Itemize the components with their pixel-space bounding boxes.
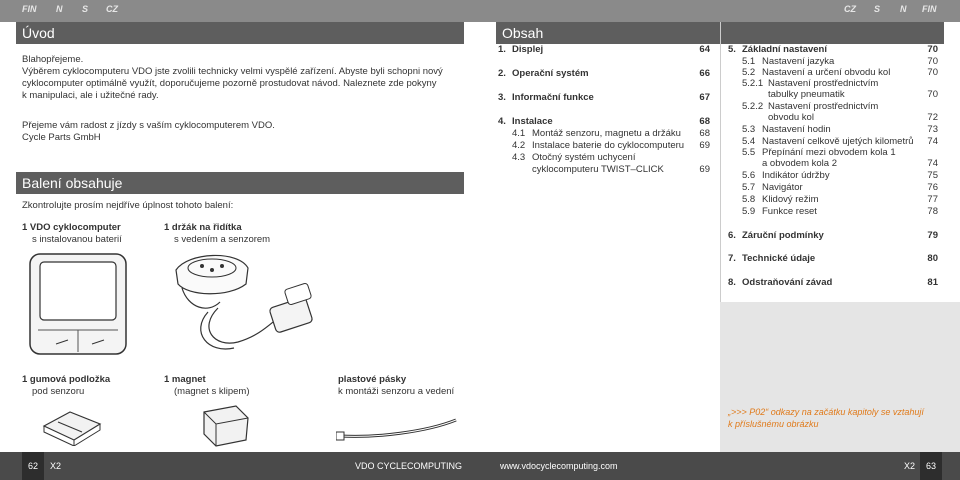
- package-item: [338, 374, 454, 398]
- toc-label: cyklocomputeru TWIST–CLICK: [532, 164, 664, 175]
- item-title: 1 VDO cyklocomputer: [22, 222, 121, 233]
- toc-entry[interactable]: [728, 253, 938, 264]
- intro-heading: Úvod: [16, 22, 464, 44]
- toc-number: 5.3: [742, 124, 756, 135]
- toc-number: 5.8: [742, 194, 756, 205]
- intro-paragraph: [22, 54, 462, 102]
- toc-number: 4.1: [512, 128, 526, 139]
- page-number: 63: [920, 452, 942, 480]
- toc-entry[interactable]: [742, 136, 938, 147]
- toc-number: 2.: [498, 68, 506, 79]
- toc-page: 72: [927, 112, 938, 123]
- lang-tab[interactable]: N: [900, 4, 907, 14]
- toc-page: 77: [927, 194, 938, 205]
- cable-tie-illustration: [336, 416, 460, 442]
- toc-label: Nastavení prostřednictvím: [768, 78, 879, 89]
- toc-page: 81: [927, 277, 938, 288]
- figure-reference-hint: „>>> P02“ odkazy na začátku kapitoly se vztahují k příslušnému obrázku: [728, 407, 924, 429]
- cyclocomputer-illustration: [28, 252, 128, 356]
- intro-line: cyklocomputer optimálně využít, doporučujeme pozorně prostudovat návod. Naleznete zde pokyny: [22, 78, 437, 89]
- company-name: Cycle Parts GmbH: [22, 132, 101, 143]
- toc-entry[interactable]: [742, 182, 938, 193]
- toc-label: Otočný systém uchycení: [532, 152, 636, 163]
- toc-entry[interactable]: [498, 68, 710, 79]
- toc-page: 70: [927, 56, 938, 67]
- intro-line: k manipulaci, ale i užitečné rady.: [22, 90, 159, 101]
- toc-label: Indikátor údržby: [762, 170, 830, 181]
- item-title: plastové pásky: [338, 374, 407, 385]
- toc-entry[interactable]: [512, 164, 710, 175]
- toc-number: 5.5: [742, 147, 756, 158]
- toc-label: Základní nastavení: [742, 44, 828, 55]
- lang-tab[interactable]: CZ: [844, 4, 856, 14]
- lang-tab[interactable]: FIN: [922, 4, 937, 14]
- toc-entry[interactable]: [742, 112, 938, 123]
- item-subtitle: s vedením a senzorem: [174, 234, 271, 245]
- magnet-illustration: [196, 400, 256, 450]
- toc-label: Navigátor: [762, 182, 803, 193]
- package-item: [22, 374, 110, 398]
- toc-number: 4.3: [512, 152, 526, 163]
- lang-tab[interactable]: N: [56, 4, 63, 14]
- lang-tab[interactable]: FIN: [22, 4, 37, 14]
- toc-page: 73: [927, 124, 938, 135]
- toc-page: 80: [927, 253, 938, 264]
- toc-label: Nastavení a určení obvodu kol: [762, 67, 891, 78]
- lang-tab[interactable]: S: [82, 4, 89, 14]
- footer-right: [480, 452, 960, 480]
- toc-entry[interactable]: [742, 194, 938, 205]
- toc-entry[interactable]: [742, 67, 938, 78]
- item-subtitle: k montáži senzoru a vedení: [338, 386, 455, 397]
- toc-entry[interactable]: [742, 158, 938, 169]
- toc-page: 79: [927, 230, 938, 241]
- toc-entry[interactable]: [498, 44, 710, 55]
- toc-number: 6.: [728, 230, 736, 241]
- model-label: X2: [50, 461, 62, 471]
- toc-label: Přepínání mezi obvodem kola 1: [762, 147, 896, 158]
- toc-label: Nastavení prostřednictvím: [768, 101, 879, 112]
- toc-label: Montáž senzoru, magnetu a držáku: [532, 128, 681, 139]
- toc-entry[interactable]: [728, 277, 938, 288]
- language-strip-right: [480, 0, 960, 22]
- toc-label: Klidový režim: [762, 194, 819, 205]
- toc-label: tabulky pneumatik: [768, 89, 845, 100]
- toc-page: 75: [927, 170, 938, 181]
- toc-label: Informační funkce: [512, 92, 594, 103]
- item-title: 1 držák na řidítka: [164, 222, 242, 233]
- toc-number: 5.: [728, 44, 736, 55]
- toc-entry[interactable]: [742, 170, 938, 181]
- toc-label: Instalace baterie do cyklocomputeru: [532, 140, 685, 151]
- toc-entry[interactable]: [498, 116, 710, 127]
- toc-page: 70: [927, 67, 938, 78]
- toc-entry[interactable]: [742, 124, 938, 135]
- toc-label: Displej: [512, 44, 544, 55]
- footer-left: [0, 452, 480, 480]
- item-title: 1 magnet: [164, 374, 206, 385]
- column-divider: [720, 22, 721, 302]
- page-number: 62: [22, 452, 44, 480]
- toc-number: 5.1: [742, 56, 756, 67]
- rubber-pad-illustration: [40, 404, 104, 446]
- toc-label: Operační systém: [512, 68, 589, 79]
- toc-page: 69: [699, 164, 710, 175]
- toc-number: 1.: [498, 44, 506, 55]
- toc-entry[interactable]: [498, 92, 710, 103]
- toc-label: Odstraňování závad: [742, 277, 833, 288]
- toc-label: Technické údaje: [742, 253, 816, 264]
- toc-label: Záruční podmínky: [742, 230, 824, 241]
- toc-page: 64: [699, 44, 710, 55]
- toc-number: 4.2: [512, 140, 526, 151]
- wish-paragraph: [22, 120, 462, 144]
- toc-entry[interactable]: [742, 147, 938, 158]
- lang-tab[interactable]: S: [874, 4, 881, 14]
- toc-page: 66: [699, 68, 710, 79]
- item-title: 1 gumová podložka: [22, 374, 111, 385]
- toc-page: 74: [927, 158, 938, 169]
- lang-tab[interactable]: CZ: [106, 4, 118, 14]
- toc-entry[interactable]: [512, 140, 710, 151]
- toc-number: 8.: [728, 277, 736, 288]
- item-subtitle: s instalovanou baterií: [32, 234, 122, 245]
- toc-page: 69: [699, 140, 710, 151]
- handlebar-mount-illustration: [168, 248, 328, 356]
- toc-number: 5.2.2: [742, 101, 764, 112]
- toc-label: a obvodem kola 2: [762, 158, 837, 169]
- toc-page: 70: [927, 89, 938, 100]
- toc-entry[interactable]: [512, 152, 710, 163]
- toc-page: 68: [699, 116, 710, 127]
- toc-label: Instalace: [512, 116, 553, 127]
- toc-page: 68: [699, 128, 710, 139]
- toc-number: 5.2.1: [742, 78, 764, 89]
- toc-entry[interactable]: [742, 101, 938, 112]
- item-subtitle: (magnet s klipem): [174, 386, 250, 397]
- toc-page: 76: [927, 182, 938, 193]
- toc-number: 5.2: [742, 67, 756, 78]
- package-item: [164, 374, 250, 398]
- toc-heading: Obsah: [496, 22, 944, 44]
- wish-line: Přejeme vám radost z jízdy s vaším cyklocomputerem VDO.: [22, 120, 275, 131]
- toc-label: obvodu kol: [768, 112, 814, 123]
- toc-number: 7.: [728, 253, 736, 264]
- brand-label: VDO CYCLECOMPUTING: [354, 461, 462, 471]
- intro-line: Výběrem cyklocomputeru VDO jste zvolili technicky velmi vyspělé zařízení. Abyste byli schopni nový: [22, 66, 443, 77]
- toc-number: 5.6: [742, 170, 756, 181]
- check-instruction: Zkontrolujte prosím nejdříve úplnost tohoto balení:: [22, 200, 234, 211]
- toc-page: 78: [927, 206, 938, 217]
- toc-page: 74: [927, 136, 938, 147]
- intro-line: Blahopřejeme.: [22, 54, 84, 65]
- toc-label: Nastavení jazyka: [762, 56, 835, 67]
- toc-number: 3.: [498, 92, 506, 103]
- website-link[interactable]: www.vdocyclecomputing.com: [500, 461, 618, 471]
- package-item: [164, 222, 270, 246]
- toc-number: 5.4: [742, 136, 756, 147]
- model-label: X2: [904, 461, 916, 471]
- language-strip-left: [0, 0, 480, 22]
- toc-entry[interactable]: [512, 128, 710, 139]
- toc-entry[interactable]: [728, 230, 938, 241]
- toc-number: 4.: [498, 116, 506, 127]
- toc-number: 5.7: [742, 182, 756, 193]
- package-contents-heading: Balení obsahuje: [16, 172, 464, 194]
- item-subtitle: pod senzoru: [32, 386, 85, 397]
- toc-entry[interactable]: [742, 56, 938, 67]
- toc-entry[interactable]: [742, 78, 938, 89]
- toc-page: 67: [699, 92, 710, 103]
- toc-entry[interactable]: [742, 89, 938, 100]
- toc-label: Funkce reset: [762, 206, 817, 217]
- toc-number: 5.9: [742, 206, 756, 217]
- toc-label: Nastavení celkově ujetých kilometrů: [762, 136, 914, 147]
- toc-page: 70: [927, 44, 938, 55]
- toc-entry[interactable]: [728, 44, 938, 55]
- toc-entry[interactable]: [742, 206, 938, 217]
- toc-label: Nastavení hodin: [762, 124, 831, 135]
- package-item: [22, 222, 122, 246]
